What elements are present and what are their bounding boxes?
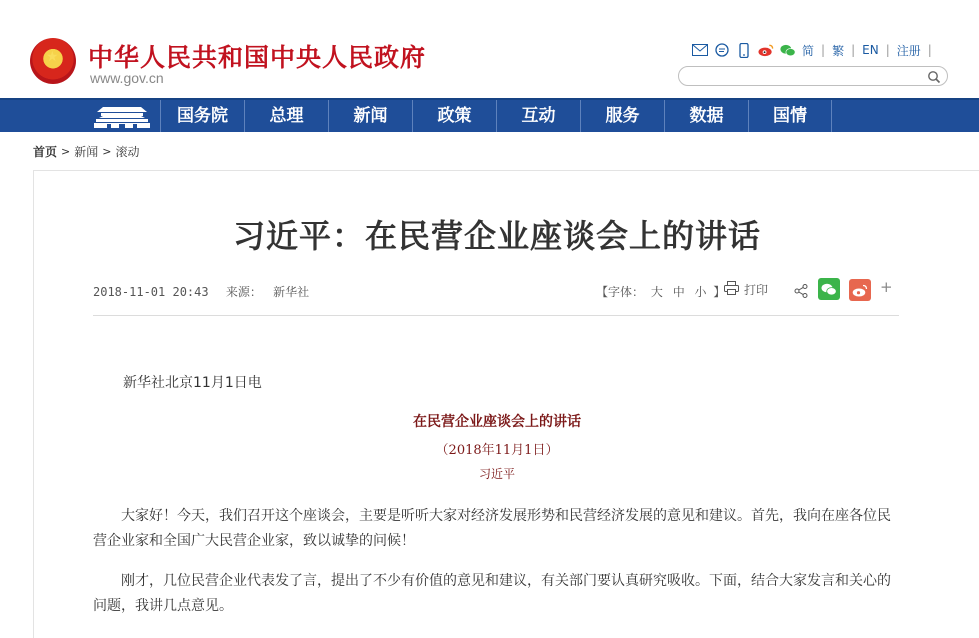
mail-icon[interactable] [692,43,708,57]
nav-item-news[interactable]: 新闻 [328,100,412,132]
weibo-share-button[interactable] [849,279,871,301]
wechat-icon [821,283,837,296]
site-domain[interactable]: www.gov.cn [90,70,164,86]
national-emblem-icon[interactable] [30,38,76,84]
separator: | [885,43,890,57]
article-paragraph: 刚才，几位民营企业代表发了言，提出了不少有价值的意见和建议，有关部门要认真研究吸收。下面，结合大家发言和关心的问题，我讲几点意见。 [93,573,891,614]
publish-date: 2018-11-01 20:43 [93,285,209,299]
weibo-icon [852,284,868,297]
nav-item-premier[interactable]: 总理 [244,100,328,132]
breadcrumb-separator: > [61,145,71,158]
message-icon[interactable] [714,43,730,57]
lang-english-link[interactable]: EN [862,43,879,57]
speech-title: 在民营企业座谈会上的讲话 [413,414,581,430]
nav-item-data[interactable]: 数据 [664,100,748,132]
article-container [33,170,979,638]
font-size-control [596,283,725,300]
search-icon[interactable] [927,69,941,83]
article-title: 习近平：在民营企业座谈会上的讲话 [232,217,761,255]
font-size-small-button[interactable]: 小 [694,285,707,299]
separator: | [851,43,856,57]
star-icon: ★ [46,49,59,65]
font-size-large-button[interactable]: 大 [650,285,663,299]
font-size-end: 】 [713,285,726,299]
font-size-label: 【字体： [596,285,645,299]
weibo-icon[interactable] [758,43,774,57]
speech-date: （2018年11月1日） [435,443,559,458]
article-paragraph: 大家好！今天，我们召开这个座谈会，主要是听听大家对经济发展形势和民营经济发展的意见和建议。首先，我向在座各位民营企业家和全国广大民营企业家，致以诚挚的问候！ [93,508,891,549]
register-link[interactable]: 注册 [896,43,921,58]
print-button[interactable] [724,281,768,298]
lang-simplified-link[interactable]: 简 [802,43,815,58]
tiananmen-icon[interactable] [86,100,158,132]
print-label: 打印 [744,283,769,297]
lang-traditional-link[interactable]: 繁 [832,43,845,58]
header-tools [692,40,933,60]
site-header [0,0,979,98]
source-name: 新华社 [273,285,310,299]
main-nav [0,98,979,132]
breadcrumb-home[interactable]: 首页 [33,145,58,159]
font-size-medium-button[interactable]: 中 [672,285,685,299]
source-label: 来源： [225,285,262,299]
nav-item-state-council[interactable]: 国务院 [160,100,244,132]
breadcrumb-rolling[interactable]: 滚动 [115,145,140,159]
article-meta [93,283,319,300]
meta-divider [93,315,899,316]
nav-item-policy[interactable]: 政策 [412,100,496,132]
breadcrumb-news[interactable]: 新闻 [74,145,99,159]
separator: | [927,43,932,57]
more-share-button[interactable]: + [880,278,893,296]
nav-items [160,100,832,132]
breadcrumb [33,143,139,160]
search-input[interactable] [678,66,948,86]
nav-item-services[interactable]: 服务 [580,100,664,132]
breadcrumb-separator: > [102,145,112,158]
speech-author: 习近平 [478,467,515,481]
nav-item-interaction[interactable]: 互动 [496,100,580,132]
nav-item-national-profile[interactable]: 国情 [748,100,832,132]
wechat-icon[interactable] [780,43,796,57]
share-icon[interactable] [794,283,808,297]
site-title[interactable]: 中华人民共和国中央人民政府 [88,43,427,72]
dateline: 新华社北京11月1日电 [123,375,262,391]
mobile-icon[interactable] [736,43,752,57]
printer-icon [724,281,739,298]
wechat-share-button[interactable] [818,278,840,300]
separator: | [821,43,826,57]
